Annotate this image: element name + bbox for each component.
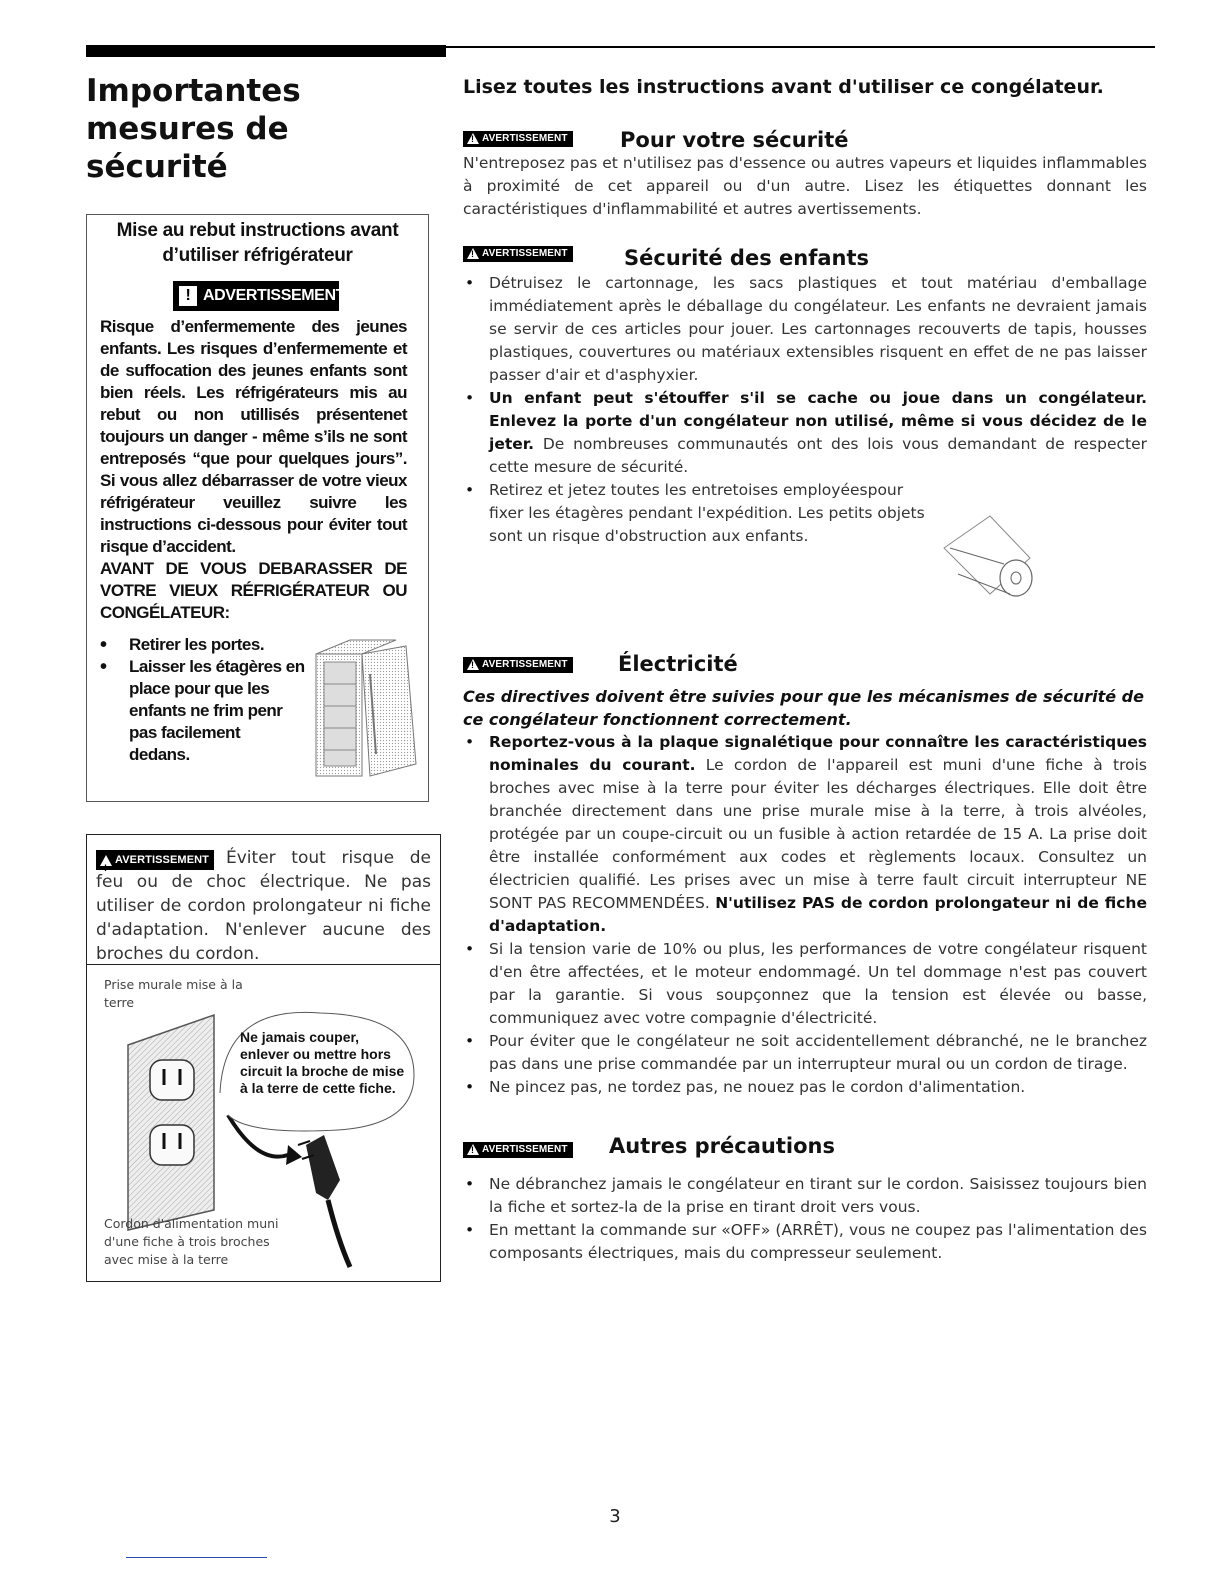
badge-electricite [463, 655, 573, 674]
section-title-autres: Autres précautions [609, 1134, 835, 1158]
section-title-enfants: Sécurité des enfants [624, 246, 869, 270]
list-item: • Laisser les étagères en place pour que les enfants ne frim penr pas facilement dedans. [100, 656, 305, 766]
top-rule-thick [86, 45, 446, 57]
page-number: 3 [609, 1506, 621, 1527]
electric-warning-body: Éviter tout risque de feu ou de choc électrique. Ne pas utiliser de cordon prolongateur ni fiche d'adaptation. N'enlever aucune des broches du cordon. [96, 848, 431, 964]
header-instructions: Lisez toutes les instructions avant d'utiliser ce congélateur. [463, 76, 1104, 98]
spacer-illustration [930, 508, 1042, 600]
disposal-caps-text: AVANT DE VOUS DEBARASSER DE VOTRE VIEUX RÉFRIGÉRATEUR OU CONGÉLATEUR: [100, 559, 407, 622]
badge-label: AVERTISSEMENT [482, 248, 568, 259]
section-title-securite: Pour votre sécurité [620, 128, 849, 152]
warning-badge [463, 657, 573, 673]
electricite-intro: Ces directives doivent être suivies pour que les mécanismes de sécurité de ce congélateur fonctionnent correctement. [463, 687, 1144, 729]
list-item [463, 731, 1147, 938]
autres-list [463, 1173, 1147, 1265]
outlet-caption: Prise murale mise à la terre [104, 977, 243, 1010]
electricite-list [463, 731, 1147, 1099]
list-item: • Détruisez le cartonnage, les sacs plastiques et tout matériau d'emballage immédiatement après le déballage du congélateur. Les enfants ne devraient jamais se servir de ces articles pour jouer. Les cartonnages recouverts de tapis, housses plastiques, couvertures ou matériaux extensibles risquent en effet de ne pas laisser passer d'air et d'asphyxier. [463, 272, 1147, 387]
warning-icon [467, 133, 479, 144]
badge-label: AVERTISSEMENT [482, 133, 568, 144]
disposal-warning-badge [173, 281, 345, 311]
badge-autres [463, 1140, 573, 1159]
list-item: • Ne pincez pas, ne tordez pas, ne nouez pas le cordon d'alimentation. [463, 1076, 1147, 1099]
list-item [463, 387, 1147, 479]
top-rule-thin [446, 46, 1155, 48]
enfants-bold: Un enfant peut s'étouffer s'il se cache ou joue dans un congélateur. Enlevez la porte d'un congélateur non utilisé, même si vous décidez de le jeter. [489, 389, 1147, 453]
warning-badge [463, 1142, 573, 1158]
badge-securite [463, 129, 573, 148]
electricite-bold: Reportez-vous à la plaque signalétique pour connaître les caractéristiques nominales du courant. [489, 733, 1147, 774]
disposal-list [100, 634, 305, 766]
badge-enfants [463, 244, 573, 263]
list-item: • Si la tension varie de 10% ou plus, les performances de votre congélateur risquent d'en être affectées, et le moteur endommagé. Un tel dommage n'est pas couvert par la garantie. Si vous soupçonnez que la tension est élevée ou basse, communiquez avec votre compagnie d'électricité. [463, 938, 1147, 1030]
enfants-list [463, 272, 1147, 548]
exclamation-icon: ! [179, 286, 197, 306]
list-item: • Pour éviter que le congélateur ne soit accidentellement débranché, ne le branchez pas dans une prise commandée par un interrupteur mural ou un cordon de tirage. [463, 1030, 1147, 1076]
cord-caption: Cordon d'alimentation muni d'une fiche à trois broches avec mise à la terre [104, 1216, 279, 1267]
warning-icon [100, 855, 112, 866]
refrigerator-illustration [310, 634, 422, 782]
list-item: • Ne débranchez jamais le congélateur en tirant sur le cordon. Saisissez toujours bien la fiche et sortez-la de la prise en tirant droit vers vous. [463, 1173, 1147, 1219]
warning-badge [463, 131, 573, 147]
securite-text: N'entreposez pas et n'utilisez pas d'essence ou autres vapeurs et liquides inflammables à proximité de cet appareil ou d'un autre. Lisez les étiquettes donnant les caractéristiques d'inflammabilité et autres avertissements. [463, 154, 1147, 218]
disposal-badge-label: ADVERTISSEMENT [203, 287, 345, 304]
callout-text: Ne jamais couper, enlever ou mettre hors circuit la broche de mise à la terre de cette fiche. [240, 1029, 405, 1096]
disposal-warning-text [100, 316, 407, 624]
enfants-rest: De nombreuses communautés ont des lois vous demandant de respecter cette mesure de sécurité. [489, 435, 1147, 476]
electric-warning-text [96, 846, 431, 966]
electricite-bold2: N'utilisez PAS de cordon prolongateur ni de fiche d'adaptation. [489, 894, 1147, 935]
section-title-electricite: Électricité [618, 652, 738, 676]
warning-icon [467, 659, 479, 670]
warning-icon [467, 248, 479, 259]
electricite-rest: Le cordon de l'appareil est muni d'une fiche à trois broches avec mise à la terre pour éviter les décharges électriques. Elle doit être branchée directement dans une prise murale mise à la terre, à trois alvéoles, protégée par un coupe-circuit ou un fusible à action retardée de 15 A. La prise doit être installée conformément aux codes et règlements locaux. Consultez un électricien qualifié. Les prises avec un mise à terre fault circuit interrupteur NE SONT PAS RECOMMENDÉES. [489, 756, 1147, 912]
disposal-warning-body: Risque d’enfermemente des jeunes enfants. Les risques d’enfermemente et de suffocation des jeunes enfants sont bien réels. Les réfrigérateurs mis au rebut ou non utillisés présentenet toujours un danger - même s’ils ne sont entreposés “que pour quelques jours”. Si vous allez débarrasser de votre vieux réfrigérateur veuillez suivre les instructions ci-dessous pour éviter tout risque d’accident. [100, 317, 407, 556]
badge-label: AVERTISSEMENT [482, 659, 568, 670]
page-title: Importantes mesures de sécurité [86, 73, 301, 185]
list-item: • En mettant la commande sur «OFF» (ARRÊT), vous ne coupez pas l'alimentation des composants électriques, mais du compresseur seulement. [463, 1219, 1147, 1265]
list-item: • Retirez et jetez toutes les entretoises employéespour fixer les étagères pendant l'expédition. Les petits objets sont un risque d'obstruction aux enfants. [463, 479, 1147, 548]
warning-icon [467, 1144, 479, 1155]
warning-badge [96, 850, 214, 870]
bottom-link-underline [126, 1557, 267, 1558]
list-item: • Retirer les portes. [100, 634, 305, 656]
warning-badge [463, 246, 573, 262]
badge-label: AVERTISSEMENT [482, 1144, 568, 1155]
disposal-title: Mise au rebut instructions avant d’utiliser réfrigérateur [116, 220, 399, 266]
badge-label: AVERTISSEMENT [115, 854, 209, 866]
